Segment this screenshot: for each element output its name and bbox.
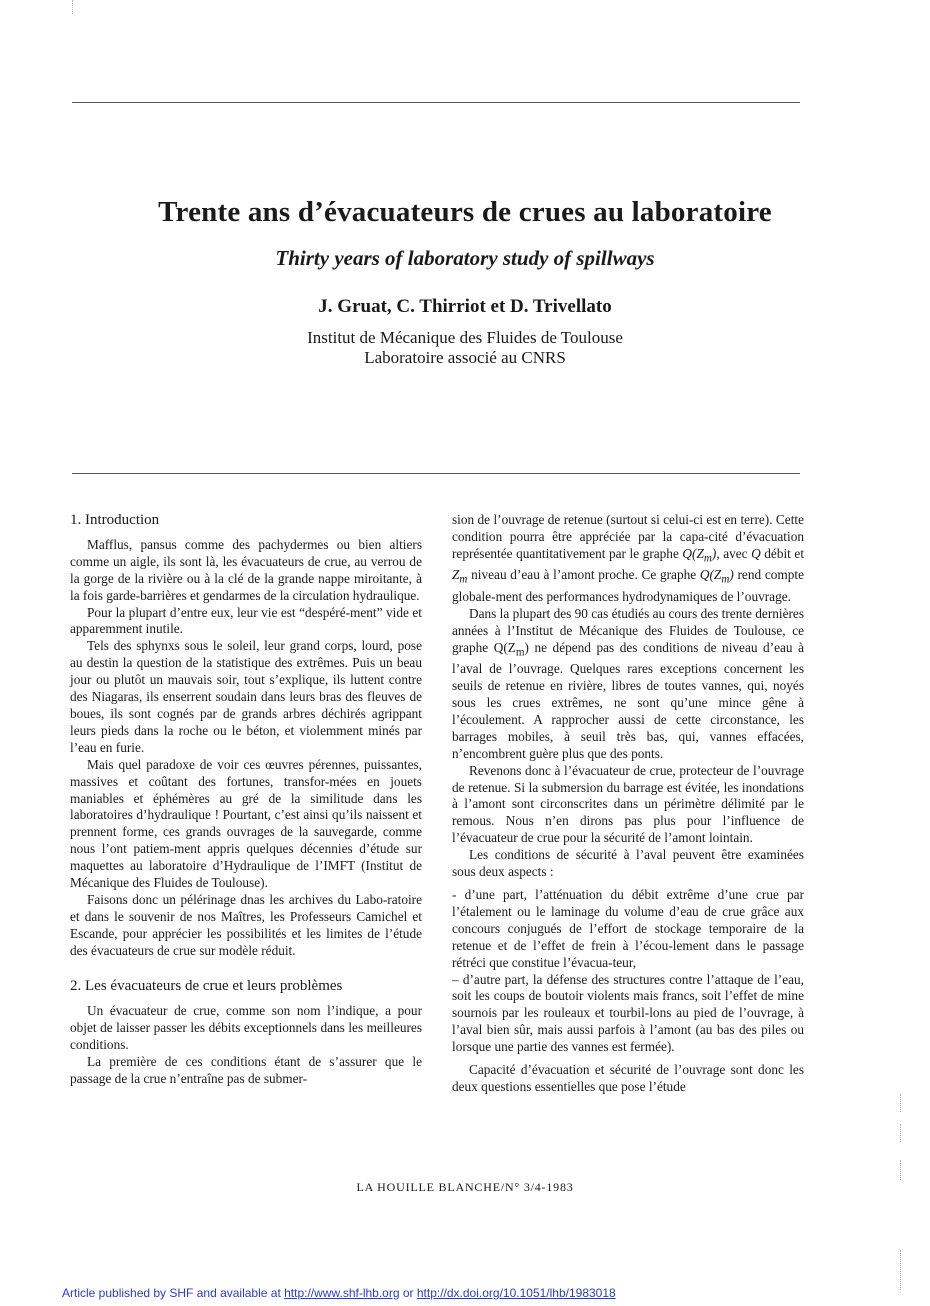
formula-text: Q(Z bbox=[682, 545, 704, 561]
left-column bbox=[70, 512, 422, 1088]
paragraph: Capacité d’évacuation et sécurité de l’ouvrage sont donc les deux questions essentielles que pose l’étude bbox=[452, 1062, 804, 1094]
formula-text: Q(Z bbox=[699, 567, 722, 583]
publisher-notice bbox=[62, 1286, 616, 1300]
paragraph: Pour la plupart d’entre eux, leur vie est “despéré-ment” vide et apparemment inutile. bbox=[70, 604, 422, 637]
or-text: or bbox=[399, 1286, 417, 1300]
subscript: m bbox=[703, 552, 712, 565]
formula-text: ) bbox=[729, 567, 734, 583]
paragraph: Les conditions de sécurité à l’aval peuvent être examinées sous deux aspects : bbox=[452, 847, 804, 880]
symbol-zm bbox=[452, 567, 468, 587]
paragraph: Mais quel paradoxe de voir ces œuvres pérennes, puissantes, massives et coûtant des fortunes, transfor-mées en jouets maniables et éphémères au gré de la similitude dans les laboratoires d’hydraulique ! Pourtant, c’est ainsi qu’ils naissent et prennent forme, ces grands ouvrages de la sauvegarde, comme nous l’ont patiem-ment appris quelques décennies d’étude sur maquettes au laboratoire d’Hydraulique de l’IMFT (Institut de Mécanique des Fluides de Toulouse). bbox=[70, 756, 422, 891]
publisher-text: Article published by SHF and available at bbox=[62, 1286, 285, 1300]
list-item: – d’autre part, la défense des structures contre l’attaque de l’eau, soit les coups de boutoir violents mais francs, soit l’effet de mine sournois par les rouleaux et tourbil-lons au pied de l’ouvrage, à l’aval bien sûr, mais aussi parfois à l’amont (au bas des piles ou lorsque une partie des vannes est fermée). bbox=[452, 971, 804, 1055]
text-run: sion de l’ouvrage de retenue (surtout si celui-ci est en terre). Cette condition pourra être appréciée par la capa-cité d’évacuation représentée quantitativement par le graphe bbox=[452, 512, 804, 561]
affiliation-line-1: Institut de Mécanique des Fluides de Toulouse bbox=[307, 328, 623, 347]
formula-q-zm bbox=[699, 567, 734, 587]
text-run: , avec bbox=[716, 545, 752, 561]
subscript: m bbox=[721, 574, 730, 587]
text-run: niveau d’eau à l’amont proche. Ce graphe bbox=[467, 567, 700, 583]
text-run: ) ne dépend pas des conditions de niveau d’eau à l’aval de l’ouvrage. Quelques rares exceptions concernent les seuils de retenue en rivière, libres de toutes vannes, qui, noyés sous les crues extrêmes, ne sont qu’une mince gêne à l’écoulement. A rapprocher aussi de cette circonstance, les barrages mobiles, à seuil très bas, qui, vannes effacées, n’encombrent guère plus que des ponts. bbox=[452, 639, 804, 761]
doi-link[interactable]: http://dx.doi.org/10.1051/lhb/1983018 bbox=[416, 1286, 616, 1300]
section-heading-problems: 2. Les évacuateurs de crue et leurs problèmes bbox=[70, 977, 343, 994]
text-run: débit et bbox=[760, 545, 805, 561]
top-rule bbox=[72, 102, 800, 103]
paragraph: La première de ces conditions étant de s’assurer que le passage de la crue n’entraîne pas de submer- bbox=[70, 1054, 422, 1087]
paragraph: Revenons donc à l’évacuateur de crue, protecteur de l’ouvrage de retenue. Si la submersion du barrage est évitée, les inondations à l’amont sont circonscrites dans un périmètre délimité par le remous. Nous n’en dirons pas plus pour l’influence de l’évacuateur de crue pour la sécurité de l’amont lointain. bbox=[452, 762, 804, 846]
text-run: rend compte globale-ment des performances hydrodynamiques de l’ouvrage. bbox=[452, 567, 804, 604]
shf-lhb-link[interactable]: http://www.shf-lhb.org bbox=[284, 1286, 400, 1300]
header-separator-rule bbox=[72, 473, 800, 474]
formula-q-zm bbox=[682, 545, 717, 565]
subscript: m bbox=[515, 646, 525, 659]
article-title: Trente ans d’évacuateurs de crues au laboratoire bbox=[158, 196, 772, 228]
text-run: Dans la plupart des 90 cas étudiés au cours des trente dernières années à l’Institut de Mécanique des Fluides de Toulouse, ce graphe Q(Z bbox=[452, 605, 804, 655]
symbol-q: Q bbox=[751, 545, 761, 561]
paragraph: Faisons donc un pélérinage dnas les archives du Labo-ratoire et dans le souvenir de nos Maîtres, les Professeurs Camichel et Escande, pour apprécier les possibilités et les limites de l’étude des évacuateurs de crue sur modèle réduit. bbox=[70, 891, 422, 958]
scan-dot-mark bbox=[900, 1124, 903, 1142]
scan-dot-mark bbox=[900, 1160, 903, 1180]
right-column bbox=[452, 512, 804, 1096]
scan-corner-mark bbox=[72, 0, 103, 14]
formula-text: Z bbox=[452, 567, 460, 583]
paragraph bbox=[452, 606, 804, 763]
article-subtitle: Thirty years of laboratory study of spillways bbox=[275, 246, 655, 270]
scan-dot-mark bbox=[900, 1250, 903, 1290]
formula-text: ) bbox=[711, 545, 717, 561]
affiliation-line-2: Laboratoire associé au CNRS bbox=[364, 348, 566, 367]
list-item: - d’une part, l’atténuation du débit extrême d’une crue par l’étalement ou le laminage du volume d’eau de crue grâce aux concours conjugués de l’effort de stockage temporaire de la retenue et de l’effet de frein à l’écou-lement dans le passage rétréci que constitue l’évacua-teur, bbox=[452, 887, 804, 970]
journal-footer: LA HOUILLE BLANCHE/N° 3/4-1983 bbox=[356, 1180, 574, 1194]
section-heading-introduction: 1. Introduction bbox=[70, 512, 160, 528]
article-authors: J. Gruat, C. Thirriot et D. Trivellato bbox=[318, 296, 612, 317]
scan-dot-mark bbox=[900, 1094, 903, 1112]
subscript: m bbox=[459, 574, 468, 587]
paragraph: Tels des sphynxs sous le soleil, leur grand corps, lourd, pose au destin la question de la statistique des extrêmes. Puis un beau jour ou plutôt un mauvais soir, tout s’explique, ils luttent contre des Niagaras, ils enserrent soudain dans leurs bras des fleuves de boues, ils sont cognés par de grands arbres déchirés agrippant leurs pieds dans la roche ou le béton, et violemment minés par l’eau en furie. bbox=[70, 638, 422, 755]
paragraph bbox=[452, 512, 804, 606]
paragraph: Mafflus, pansus comme des pachydermes ou bien altiers comme un aigle, ils sont là, les évacuateurs de crue, au verrou de la gorge de la rivière ou à la clé de la grande nappe miroitante, à la fois garde-barrières et gendarmes de la circulation hydraulique. bbox=[70, 536, 422, 603]
paragraph: Un évacuateur de crue, comme son nom l’indique, a pour objet de laisser passer les débits exceptionnels dans les meilleures conditions. bbox=[70, 1003, 422, 1053]
